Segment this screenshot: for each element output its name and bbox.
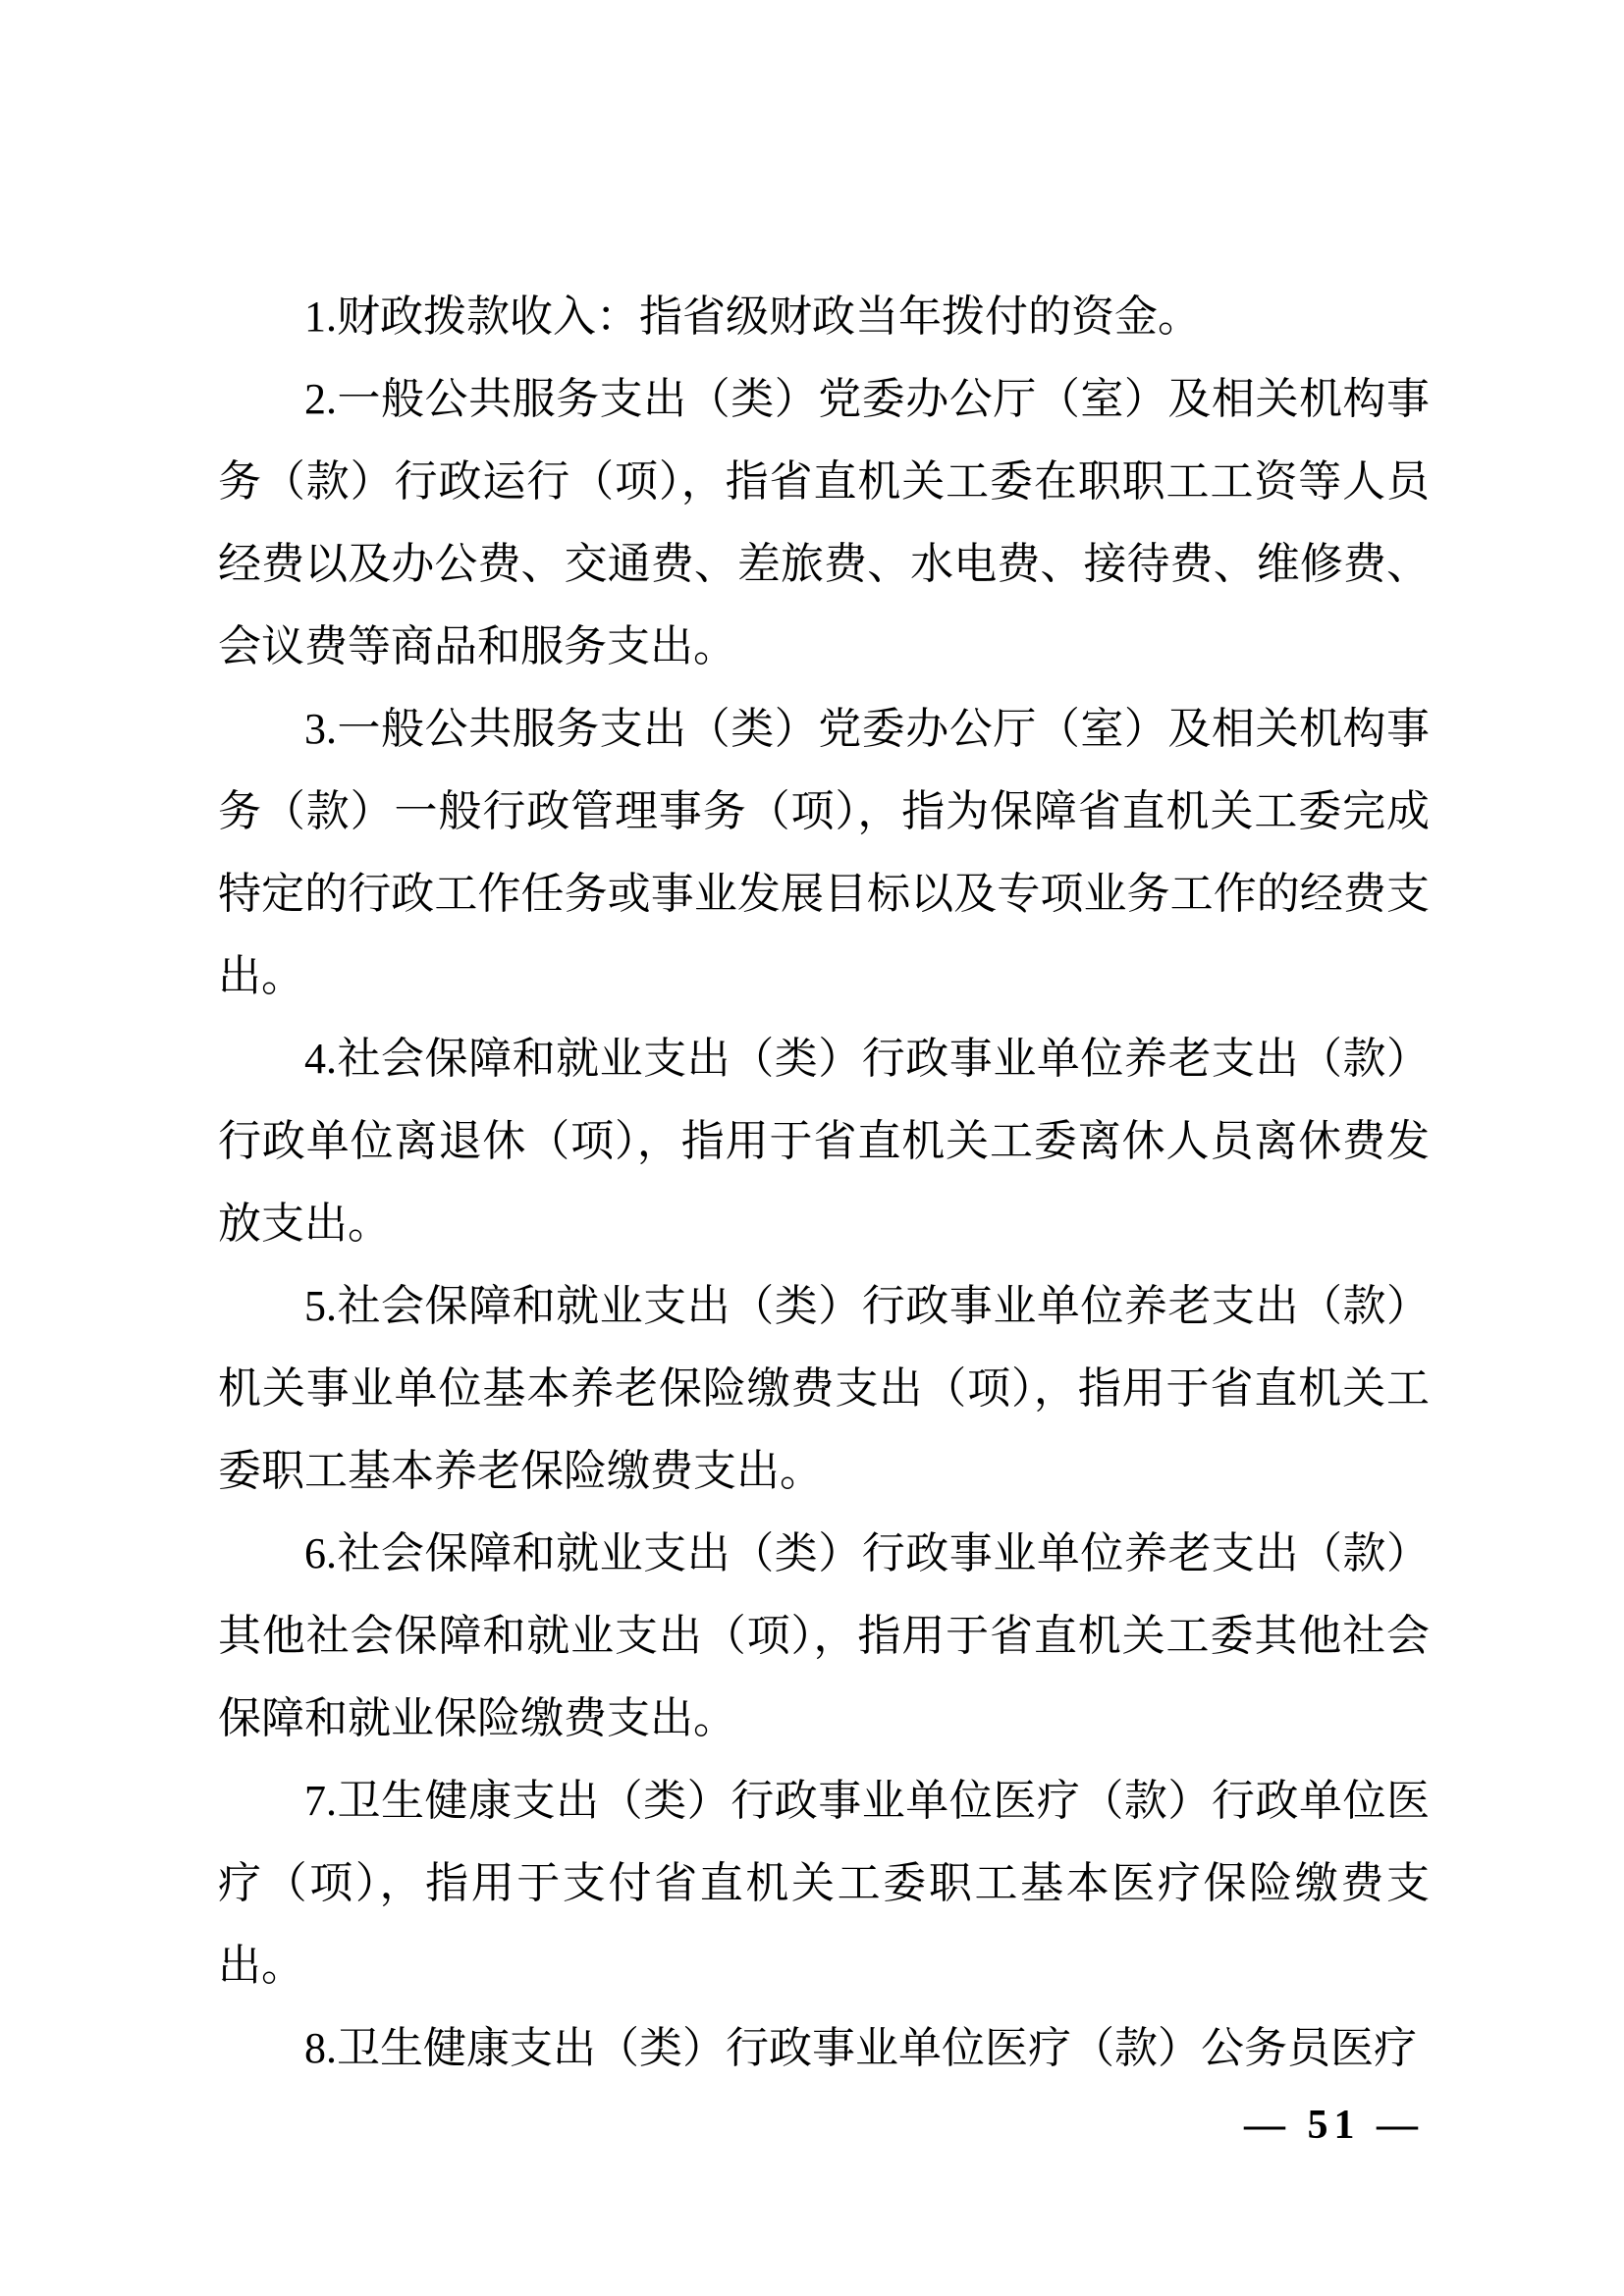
paragraph: 6.社会保障和就业支出（类）行政事业单位养老支出（款）其他社会保障和就业支出（项），指用于省直机关工委其他社会保障和就业保险缴费支出。 [218,1529,1430,1742]
paragraph: 8.卫生健康支出（类）行政事业单位医疗（款）公务员医疗 [304,2024,1417,2072]
paragraph: 3.一般公共服务支出（类）党委办公厅（室）及相关机构事务（款）一般行政管理事务（项），指为保障省直机关工委完成特定的行政工作任务或事业发展目标以及专项业务工作的经费支出。 [218,705,1430,1000]
paragraph: 2.一般公共服务支出（类）党委办公厅（室）及相关机构事务（款）行政运行（项），指省直机关工委在职职工工资等人员经费以及办公费、交通费、差旅费、水电费、接待费、维修费、会议费等商品和服务支出。 [218,375,1430,670]
page-number: — 51 — [1244,2103,1424,2148]
paragraph: 7.卫生健康支出（类）行政事业单位医疗（款）行政单位医疗（项），指用于支付省直机关工委职工基本医疗保险缴费支出。 [218,1777,1430,1990]
paragraph: 1.财政拨款收入：指省级财政当年拨付的资金。 [304,293,1201,341]
document-body [218,276,1430,2090]
paragraph: 5.社会保障和就业支出（类）行政事业单位养老支出（款）机关事业单位基本养老保险缴费支出（项），指用于省直机关工委职工基本养老保险缴费支出。 [218,1282,1430,1495]
paragraph: 4.社会保障和就业支出（类）行政事业单位养老支出（款）行政单位离退休（项），指用于省直机关工委离休人员离休费发放支出。 [218,1035,1430,1248]
